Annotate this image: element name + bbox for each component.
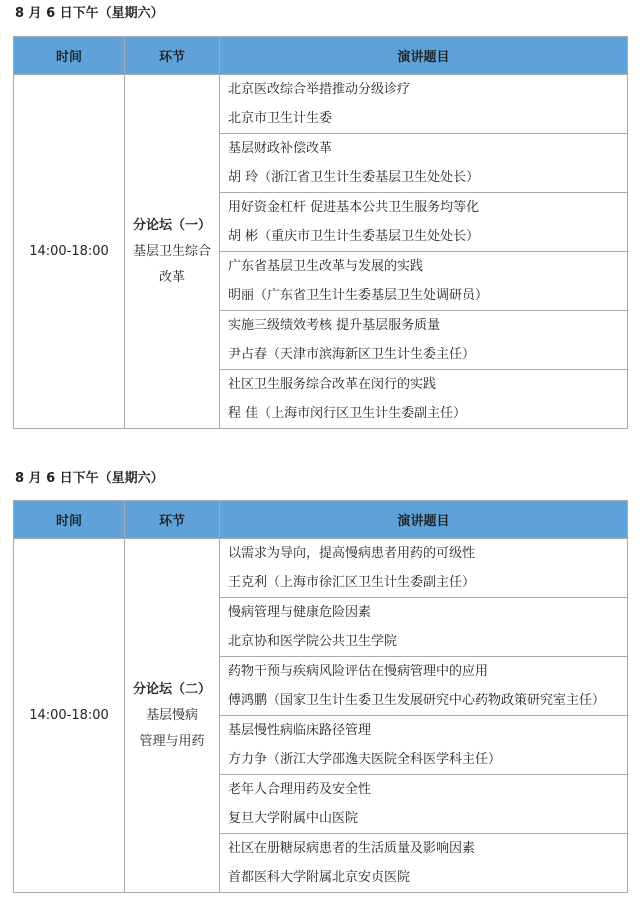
- section-1-title: 8 月 6 日下午（星期六）: [15, 6, 164, 21]
- header-session: 环节: [125, 37, 220, 75]
- talk-cell: [220, 134, 628, 193]
- header-time: 时间: [14, 501, 125, 539]
- table-row: [14, 75, 628, 134]
- header-time: 时间: [14, 37, 125, 75]
- talk-title: 用好资金杠杆 促进基本公共卫生服务均等化: [228, 200, 480, 215]
- talk-speaker: 首都医科大学附属北京安贞医院: [228, 870, 411, 885]
- talk-speaker: 北京市卫生计生委: [228, 111, 333, 126]
- table-header-row: [14, 37, 628, 75]
- talk-title: 以需求为导向，提高慢病患者用药的可级性: [228, 546, 476, 561]
- schedule-table-1: [13, 36, 628, 429]
- talk-cell: [220, 716, 628, 775]
- forum-name: 分论坛（二）: [132, 681, 211, 697]
- forum-desc-line: 基层慢病: [145, 707, 198, 723]
- talk-title: 基层慢性病临床路径管理: [228, 723, 372, 738]
- talk-speaker: 明丽（广东省卫生计生委基层卫生处调研员）: [228, 288, 489, 303]
- talk-speaker: 王克利（上海市徐汇区卫生计生委副主任）: [228, 575, 476, 590]
- talk-cell: [220, 539, 628, 598]
- talk-speaker: 复旦大学附属中山医院: [228, 811, 359, 826]
- talk-cell: [220, 311, 628, 370]
- talk-cell: [220, 193, 628, 252]
- talk-cell: [220, 834, 628, 893]
- talk-title: 基层财政补偿改革: [228, 141, 333, 156]
- talk-title: 实施三级绩效考核 提升基层服务质量: [228, 318, 441, 333]
- talk-speaker: 方力争（浙江大学邵逸夫医院全科医学科主任）: [228, 752, 502, 767]
- session-cell: [125, 75, 220, 429]
- forum-desc-line: 基层卫生综合: [132, 243, 211, 259]
- talk-speaker: 程 佳（上海市闵行区卫生计生委副主任）: [228, 406, 467, 421]
- time-cell: 14:00-18:00: [14, 75, 125, 429]
- talk-speaker: 尹占春（天津市滨海新区卫生计生委主任）: [228, 347, 476, 362]
- time-cell: 14:00-18:00: [14, 539, 125, 893]
- talk-title: 北京医改综合举措推动分级诊疗: [228, 82, 411, 97]
- header-session: 环节: [125, 501, 220, 539]
- talk-title: 药物干预与疾病风险评估在慢病管理中的应用: [228, 664, 489, 679]
- section-2-title: 8 月 6 日下午（星期六）: [15, 471, 164, 486]
- forum-desc-line: 改革: [158, 269, 185, 285]
- talk-title: 社区卫生服务综合改革在闵行的实践: [228, 377, 437, 392]
- talk-cell: [220, 598, 628, 657]
- talk-cell: [220, 252, 628, 311]
- forum-name: 分论坛（一）: [132, 217, 211, 233]
- table-row: [14, 539, 628, 598]
- schedule-table-2: [13, 500, 628, 893]
- talk-cell: [220, 370, 628, 429]
- talk-cell: [220, 75, 628, 134]
- talk-title: 广东省基层卫生改革与发展的实践: [228, 259, 424, 274]
- talk-cell: [220, 775, 628, 834]
- talk-speaker: 北京协和医学院公共卫生学院: [228, 634, 398, 649]
- session-cell: [125, 539, 220, 893]
- talk-speaker: 胡 彬（重庆市卫生计生委基层卫生处处长）: [228, 229, 480, 244]
- table-header-row: [14, 501, 628, 539]
- talk-title: 慢病管理与健康危险因素: [228, 605, 372, 620]
- header-topic: 演讲题目: [220, 501, 628, 539]
- talk-title: 社区在册糖尿病患者的生活质量及影响因素: [228, 841, 476, 856]
- talk-cell: [220, 657, 628, 716]
- forum-desc-line: 管理与用药: [139, 733, 205, 749]
- talk-title: 老年人合理用药及安全性: [228, 782, 372, 797]
- header-topic: 演讲题目: [220, 37, 628, 75]
- talk-speaker: 胡 玲（浙江省卫生计生委基层卫生处处长）: [228, 170, 480, 185]
- talk-speaker: 傅鸿鹏（国家卫生计生委卫生发展研究中心药物政策研究室主任）: [228, 693, 606, 708]
